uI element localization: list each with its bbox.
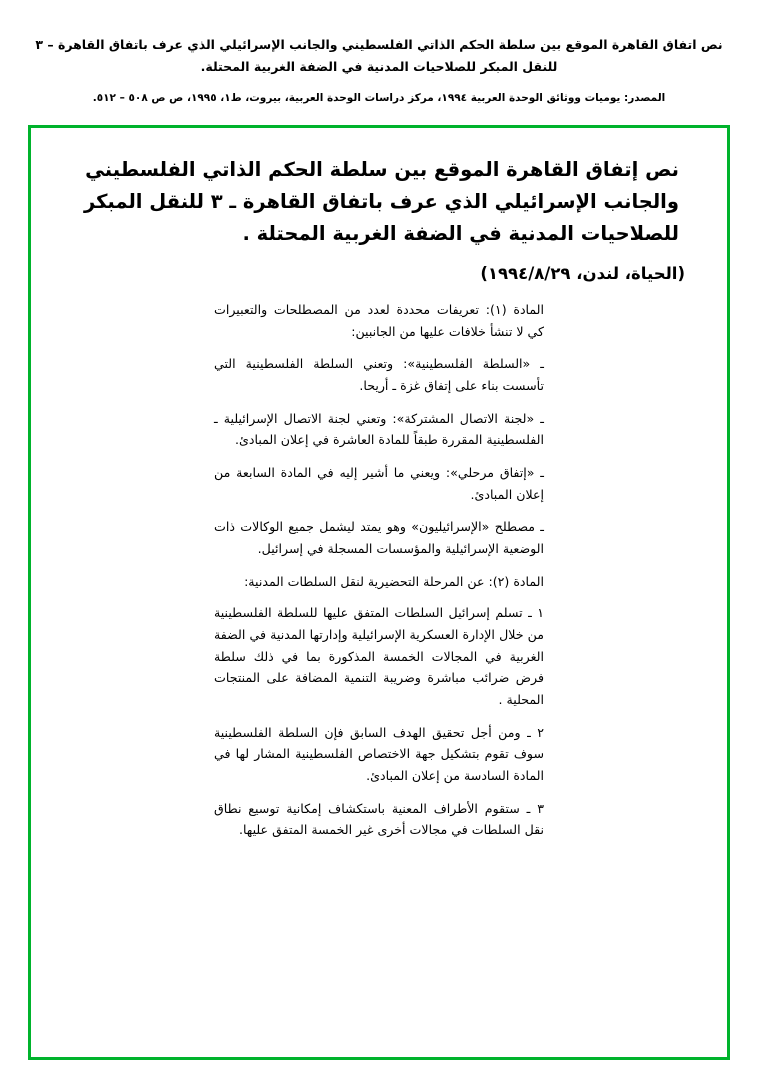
document-title: نص إتفاق القاهرة الموقع بين سلطة الحكم الذاتي الفلسطيني والجانب الإسرائيلي الذي عرف باتفاق القاهرة ـ ٣ للنقل المبكر للصلاحيات المدنية في الضفة الغربية المحتلة .	[83, 157, 679, 245]
paragraph: ٣ ـ ستقوم الأطراف المعنية باستكشاف إمكانية توسيع نطاق نقل السلطات في مجالات أخرى غير الخمسة المتفق عليها.	[214, 800, 544, 838]
page-header	[28, 34, 730, 107]
document-byline: (الحياة، لندن، ١٩٩٤/٨/٢٩)	[480, 264, 685, 284]
paragraph: ـ «إتفاق مرحلي»: ويعني ما أشير إليه في المادة السابعة من إعلان المبادئ.	[214, 465, 544, 502]
document-body	[214, 299, 544, 841]
paragraph: ـ مصطلح «الإسرائيليون» وهو يمتد ليشمل جميع الوكالات ذات الوضعية الإسرائيلية والمؤسسات المسجلة في إسرائيل.	[214, 519, 544, 556]
paragraph: ٢ ـ ومن أجل تحقيق الهدف السابق فإن السلطة الفلسطينية سوف تقوم بتشكيل جهة الاختصاص الفلسطينية المشار لها في المادة السادسة من إعلان المبادئ.	[214, 724, 544, 783]
paragraph: ـ «السلطة الفلسطينية»: وتعني السلطة الفلسطينية التي تأسست بناء على إتفاق غزة ـ أريحا.	[214, 356, 544, 394]
paragraph: المادة (٢): عن المرحلة التحضيرية لنقل السلطات المدنية:	[244, 573, 544, 589]
document-frame	[28, 125, 730, 1060]
paragraph: ١ ـ تسلم إسرائيل السلطات المتفق عليها للسلطة الفلسطينية من خلال الإدارة العسكرية الإسرائيلية وإدارتها المدنية في الضفة الغربية في المجالات الخمسة المذكورة بما في ذلك سلطة فرض ضرائب مباشرة وضريبة التنمية المضافة على المنتجات المحلية .	[214, 605, 544, 707]
header-title: نص اتفاق القاهرة الموقع بين سلطة الحكم الذاتي الفلسطيني والجانب الإسرائيلي الذي عرف باتفاق القاهرة – ٣ للنقل المبكر للصلاحيات المدنية في الضفة الغربية المحتلة.	[35, 37, 723, 74]
paragraph: المادة (١): تعريفات محددة لعدد من المصطلحات والتعبيرات كي لا تنشأ خلافات عليها من الجانبين:	[214, 302, 545, 339]
paragraph: ـ «لجنة الاتصال المشتركة»: وتعني لجنة الاتصال الإسرائيلية ـ الفلسطينية المقررة طبقاً للمادة العاشرة في إعلان المبادئ.	[214, 410, 544, 448]
header-source-line: المصدر: يوميات ووثائق الوحدة العربية ١٩٩٤، مركز دراسات الوحدة العربية، بيروت، ط١، ١٩٩٥، ص ص ٥٠٨ – ٥١٢.	[92, 91, 666, 104]
